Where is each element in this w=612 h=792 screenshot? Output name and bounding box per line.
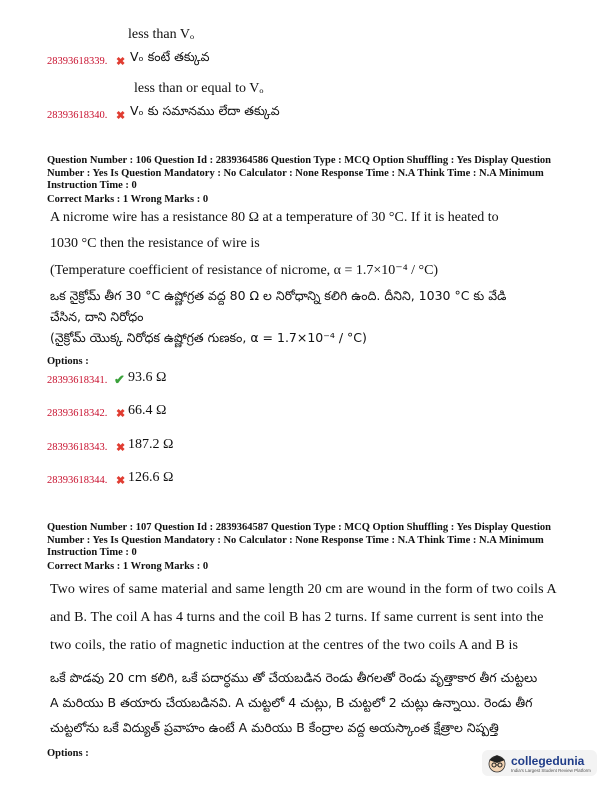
- cross-icon: ✖: [116, 408, 126, 420]
- logo-name: collegedunia: [511, 753, 585, 768]
- options-label: Options :: [47, 748, 89, 759]
- logo-tagline: India's Largest Student Review Platform: [511, 767, 591, 773]
- question-text-te: A మరియు B తయారు చేయబడినవి. A చుట్టలో 4 చుట్లు, B చుట్టలో 2 చుట్లు ఉన్నాయి. రెండు తీగ: [50, 695, 533, 710]
- cross-icon: ✖: [116, 56, 126, 68]
- option-text: 66.4 Ω: [128, 403, 167, 418]
- question-text: and B. The coil A has 4 turns and the coil B has 2 turns. If same current is sent into the: [50, 610, 544, 625]
- question-text-te: చుట్టలోను ఒకే విద్యుత్ ప్రవాహం ఉంటే A మరియు B కేంద్రాల వద్ద అయస్కాంత క్షేత్రాల నిష్పత్తి: [50, 720, 499, 735]
- option-id: 28393618344.: [47, 475, 108, 486]
- question-text: Two wires of same material and same length 20 cm are wound in the form of two coils A: [50, 582, 557, 597]
- cross-icon: ✖: [116, 442, 126, 454]
- question-text: two coils, the ratio of magnetic induction at the centres of the two coils A and B is: [50, 638, 519, 653]
- collegedunia-logo: [482, 750, 597, 776]
- graduate-face-icon: [486, 752, 508, 774]
- option-text: 126.6 Ω: [128, 470, 174, 485]
- option-text: 93.6 Ω: [128, 370, 167, 385]
- option-text-en: less than or equal to Vₒ: [134, 81, 264, 96]
- option-text-te: Vₒ కంటే తక్కువ: [130, 49, 210, 64]
- option-text: 187.2 Ω: [128, 437, 174, 452]
- options-label: Options :: [47, 356, 89, 367]
- option-id: 28393618343.: [47, 442, 108, 453]
- question-text-te: ఒకే పొడవు 20 cm కలిగి, ఒకే పదార్ధము తో చేయబడిన రెండు తీగలతో రెండు వృత్తాకార తీగ చుట్టలు: [50, 670, 538, 685]
- question-meta: Question Number : 106 Question Id : 2839364586 Question Type : MCQ Option Shuffling : Yes Display Question Number : Yes Is Question Mandatory : No Calculator : None Response Time : N.A Think Time : N.A Minimum Instruction Time : 0: [47, 155, 551, 191]
- option-id: 28393618341.: [47, 375, 108, 386]
- option-text-te: Vₒ కు సమానము లేదా తక్కువ: [130, 103, 280, 118]
- option-id: 28393618342.: [47, 408, 108, 419]
- cross-icon: ✖: [116, 110, 126, 122]
- option-text-en: less than Vₒ: [128, 27, 194, 42]
- question-marks: Correct Marks : 1 Wrong Marks : 0: [47, 561, 209, 572]
- check-icon: ✔: [114, 372, 125, 387]
- question-text: (Temperature coefficient of resistance of nicrome, α = 1.7×10⁻⁴ / °C): [50, 263, 439, 278]
- question-text: 1030 °C then the resistance of wire is: [50, 236, 260, 251]
- option-id: 28393618339.: [47, 56, 108, 67]
- question-marks: Correct Marks : 1 Wrong Marks : 0: [47, 194, 209, 205]
- question-meta: Question Number : 107 Question Id : 2839364587 Question Type : MCQ Option Shuffling : Yes Display Question Number : Yes Is Question Mandatory : No Calculator : None Response Time : N.A Think Time : N.A Minimum Instruction Time : 0: [47, 522, 551, 558]
- question-text-te: చేసిన, దాని నిరోధం: [50, 309, 144, 324]
- cross-icon: ✖: [116, 475, 126, 487]
- option-id: 28393618340.: [47, 110, 108, 121]
- question-text-te: ఒక నైక్రోమ్ తీగ 30 °C ఉష్ణోగ్రత వద్ద 80 Ω ల నిరోధాన్ని కలిగి ఉంది. దీనిని, 1030 °C కు వేడి: [50, 288, 507, 303]
- question-text-te: (నైక్రోమ్ యొక్క నిరోధక ఉష్ణోగ్రత గుణకం, α = 1.7×10⁻⁴ / °C): [50, 330, 367, 345]
- question-text: A nicrome wire has a resistance 80 Ω at a temperature of 30 °C. If it is heated to: [50, 210, 499, 225]
